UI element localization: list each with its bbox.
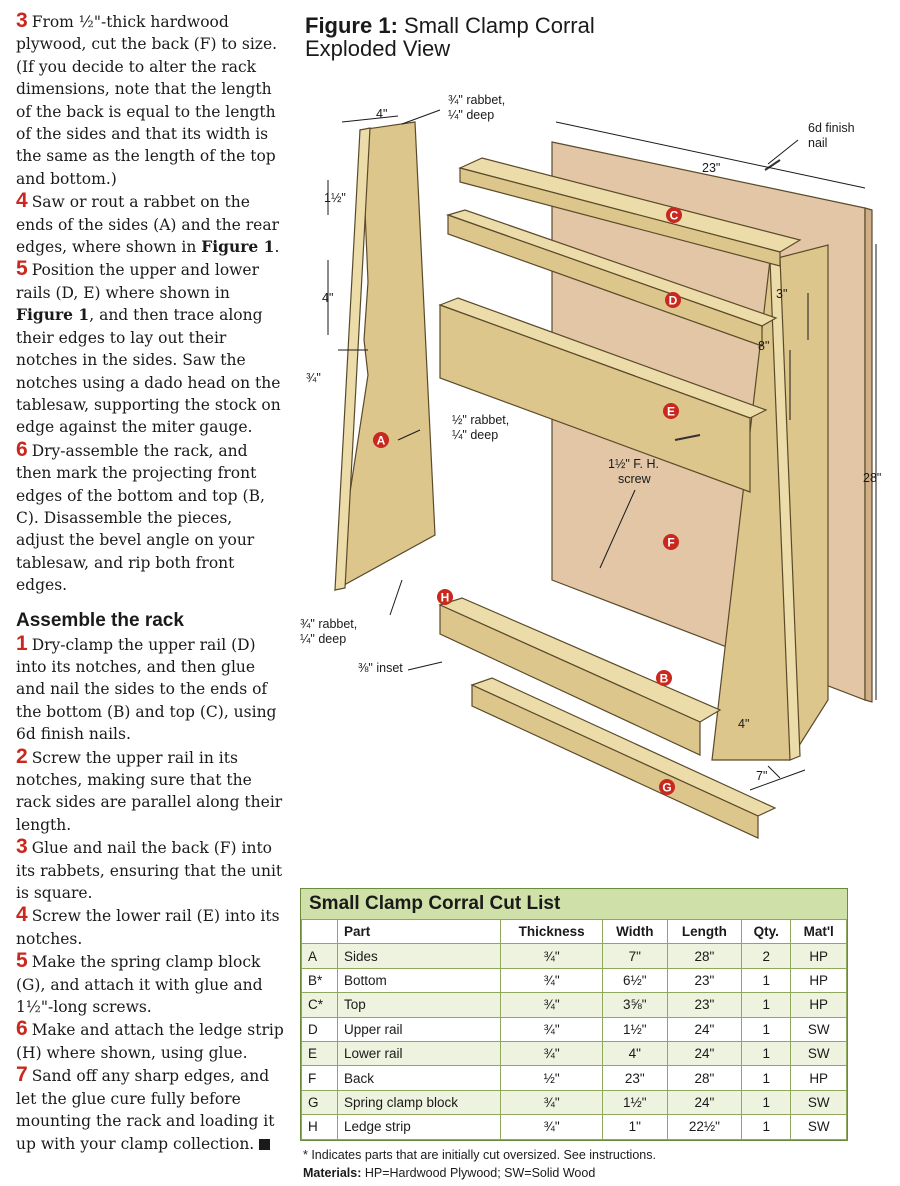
top-step-3 <box>16 10 284 190</box>
rabbet-label-3b: ¼" deep <box>300 632 347 646</box>
exploded-view-drawing <box>280 60 900 870</box>
table-cell: 1 <box>742 1090 791 1114</box>
table-cell: B* <box>302 968 338 992</box>
table-cell: 23" <box>667 993 742 1017</box>
step-number: 3 <box>16 9 28 32</box>
table-cell: 1½" <box>602 1090 667 1114</box>
screw-label-b: screw <box>618 472 651 486</box>
dim-28: 28" <box>863 471 882 485</box>
figure-title-bold: Figure 1: <box>305 13 398 38</box>
table-cell: 1 <box>742 993 791 1017</box>
step-number: 7 <box>16 1063 28 1087</box>
nail-label-a: 6d finish <box>808 121 855 135</box>
dim-4-mid: 4" <box>322 291 334 305</box>
dim-8: 8" <box>758 339 770 353</box>
column-header: Length <box>667 920 742 944</box>
table-cell: 4" <box>602 1041 667 1065</box>
table-cell: ¾" <box>501 993 603 1017</box>
step-text: From ½"-thick hardwood plywood, cut the back (F) to size. (If you decide to alter the rack dimensions, note that the length of the back is equal to the length of the sides and that its width is the same as the length of the top and bottom.) <box>16 13 278 188</box>
rabbet-label-2b: ¼" deep <box>452 428 499 442</box>
table-row <box>302 1017 847 1041</box>
table-cell: 6½" <box>602 968 667 992</box>
table-cell: 3⅝" <box>602 993 667 1017</box>
part-label-e: E <box>666 404 676 419</box>
table-cell: 1 <box>742 1115 791 1139</box>
top-step-6 <box>16 439 284 597</box>
table-cell: 7" <box>602 944 667 968</box>
table-cell: A <box>302 944 338 968</box>
table-row <box>302 1066 847 1090</box>
step-number: 2 <box>16 744 28 768</box>
table-cell: 24" <box>667 1090 742 1114</box>
table-cell: 1 <box>742 1017 791 1041</box>
table-cell: 1 <box>742 1041 791 1065</box>
table-cell: Upper rail <box>338 1017 501 1041</box>
table-row <box>302 968 847 992</box>
table-cell: HP <box>791 993 847 1017</box>
column-header: Part <box>338 920 501 944</box>
part-label-b: B <box>659 671 669 686</box>
part-label-d: D <box>668 293 678 308</box>
table-cell: 1 <box>742 968 791 992</box>
step-text: Saw or rout a rabbet on the ends of the sides (A) and the rear edges, where shown in <box>16 193 279 257</box>
step-text: Glue and nail the back (F) into its rabbets, ensuring that the unit is square. <box>16 839 283 903</box>
step-number: 3 <box>16 835 28 859</box>
table-cell: 23" <box>602 1066 667 1090</box>
table-cell: Sides <box>338 944 501 968</box>
bottom-step-4 <box>16 904 284 950</box>
bottom-step-6 <box>16 1018 284 1064</box>
table-cell: ¾" <box>501 1041 603 1065</box>
rabbet-label-2a: ½" rabbet, <box>452 413 510 427</box>
part-label-g: G <box>662 780 672 795</box>
table-cell: 28" <box>667 944 742 968</box>
bottom-step-7 <box>16 1064 284 1155</box>
step-text: Make the spring clamp block (G), and attach it with glue and 1½"-long screws. <box>16 953 263 1017</box>
table-cell: Ledge strip <box>338 1115 501 1139</box>
table-row <box>302 1041 847 1065</box>
top-step-4 <box>16 190 284 258</box>
end-mark-icon <box>259 1139 270 1150</box>
table-cell: SW <box>791 1115 847 1139</box>
step-text: Position the upper and lower rails (D, E) where shown in <box>16 261 260 302</box>
table-cell: ¾" <box>501 968 603 992</box>
table-cell: 23" <box>667 968 742 992</box>
table-cell: ¾" <box>501 1017 603 1041</box>
table-cell: HP <box>791 944 847 968</box>
screw-label-a: 1½" F. H. <box>608 457 659 471</box>
table-cell: E <box>302 1041 338 1065</box>
figure-reference: Figure 1 <box>201 237 275 257</box>
dim-1half: 1½" <box>324 191 346 205</box>
table-cell: ¾" <box>501 1090 603 1114</box>
step-number: 6 <box>16 1017 28 1041</box>
table-cell: 2 <box>742 944 791 968</box>
part-label-a: A <box>376 433 386 448</box>
table-cell: C* <box>302 993 338 1017</box>
step-number: 5 <box>16 257 28 281</box>
rabbet-label-1a: ¾" rabbet, <box>448 93 506 107</box>
dim-23: 23" <box>702 161 721 175</box>
table-cell: D <box>302 1017 338 1041</box>
nail-label-b: nail <box>808 136 828 150</box>
section-heading: Assemble the rack <box>16 609 184 631</box>
figure-reference: Figure 1 <box>16 305 90 325</box>
table-cell: SW <box>791 1090 847 1114</box>
part-label-f: F <box>667 535 675 550</box>
table-cell: SW <box>791 1017 847 1041</box>
bottom-step-1 <box>16 633 284 746</box>
materials-text: HP=Hardwood Plywood; SW=Solid Wood <box>361 1166 596 1180</box>
table-cell: HP <box>791 1066 847 1090</box>
part-f-back-edge <box>865 208 872 702</box>
step-number: 1 <box>16 631 28 655</box>
step-text: Dry-assemble the rack, and then mark the projecting front edges of the bottom and top (B, C). Disassemble the pieces, adjust the bevel angle on your tablesaw, and rip both front edges. <box>16 441 265 595</box>
table-cell: SW <box>791 1041 847 1065</box>
table-cell: 24" <box>667 1017 742 1041</box>
rabbet-label-3a: ¾" rabbet, <box>300 617 358 631</box>
table-cell: F <box>302 1066 338 1090</box>
dim-7: 7" <box>756 769 768 783</box>
table-cell: Lower rail <box>338 1041 501 1065</box>
step-number: 4 <box>16 903 28 927</box>
table-cell: 22½" <box>667 1115 742 1139</box>
cut-list-header-row <box>302 920 847 944</box>
column-header: Qty. <box>742 920 791 944</box>
column-header: Width <box>602 920 667 944</box>
table-cell: G <box>302 1090 338 1114</box>
table-cell: 1½" <box>602 1017 667 1041</box>
table-row <box>302 944 847 968</box>
step-text: Make and attach the ledge strip (H) where shown, using glue. <box>16 1021 284 1062</box>
step-text-after: . <box>274 238 280 257</box>
bottom-step-2 <box>16 746 284 837</box>
table-cell: Bottom <box>338 968 501 992</box>
table-cell: Back <box>338 1066 501 1090</box>
materials-label: Materials: <box>303 1166 362 1180</box>
cut-list-grid <box>301 919 847 1140</box>
dim-4-top: 4" <box>376 107 388 121</box>
steps-bottom <box>16 633 284 1155</box>
table-row <box>302 1090 847 1114</box>
table-row <box>302 1115 847 1139</box>
step-number: 4 <box>16 189 28 213</box>
table-cell: 24" <box>667 1041 742 1065</box>
table-cell: ¾" <box>501 944 603 968</box>
table-cell: H <box>302 1115 338 1139</box>
dim-4-bot: 4" <box>738 717 750 731</box>
table-cell: Spring clamp block <box>338 1090 501 1114</box>
cut-list-footnote <box>303 1146 656 1182</box>
table-cell: 28" <box>667 1066 742 1090</box>
dim-3: 3" <box>776 287 788 301</box>
instructions-column <box>16 10 284 1155</box>
cut-list-body <box>302 944 847 1139</box>
rabbet-label-1b: ¼" deep <box>448 108 495 122</box>
inset-label: ⅜" inset <box>358 661 403 675</box>
step-text: Screw the lower rail (E) into its notches. <box>16 907 280 948</box>
step-text: Sand off any sharp edges, and let the glue cure fully before mounting the rack and loading it up with your clamp collection. <box>16 1067 275 1153</box>
bottom-step-5 <box>16 950 284 1018</box>
dim-3-4: ¾" <box>306 371 321 385</box>
steps-top <box>16 10 284 597</box>
table-cell: ½" <box>501 1066 603 1090</box>
materials-note <box>303 1164 656 1182</box>
step-text-after: , and then trace along their edges to lay out their notches in the sides. Saw the notches using a dado head on the tablesaw, supporting the stock on edge against the miter gauge. <box>16 306 281 437</box>
figure-title-rest: Small Clamp Corral <box>397 13 595 38</box>
table-row <box>302 993 847 1017</box>
part-label-c: C <box>669 208 679 223</box>
step-number: 5 <box>16 949 28 973</box>
figure-subtitle: Exploded View <box>305 36 451 61</box>
step-number: 6 <box>16 437 28 461</box>
oversize-note: * Indicates parts that are initially cut oversized. See instructions. <box>303 1148 656 1162</box>
table-cell: ¾" <box>501 1115 603 1139</box>
table-cell: 1 <box>742 1066 791 1090</box>
column-header: Mat'l <box>791 920 847 944</box>
table-cell: Top <box>338 993 501 1017</box>
table-cell: HP <box>791 968 847 992</box>
table-cell: 1" <box>602 1115 667 1139</box>
cut-list-table <box>300 888 848 1141</box>
figure-title <box>305 14 595 60</box>
bottom-step-3 <box>16 836 284 904</box>
step-text: Screw the upper rail in its notches, making sure that the rack sides are parallel along their length. <box>16 748 283 834</box>
column-header <box>302 920 338 944</box>
top-step-5 <box>16 258 284 438</box>
part-label-h: H <box>440 590 450 605</box>
step-text: Dry-clamp the upper rail (D) into its notches, and then glue and nail the sides to the ends of the bottom (B) and top (C), using 6d finish nails. <box>16 635 277 744</box>
cut-list-title: Small Clamp Corral Cut List <box>301 889 847 919</box>
column-header: Thickness <box>501 920 603 944</box>
